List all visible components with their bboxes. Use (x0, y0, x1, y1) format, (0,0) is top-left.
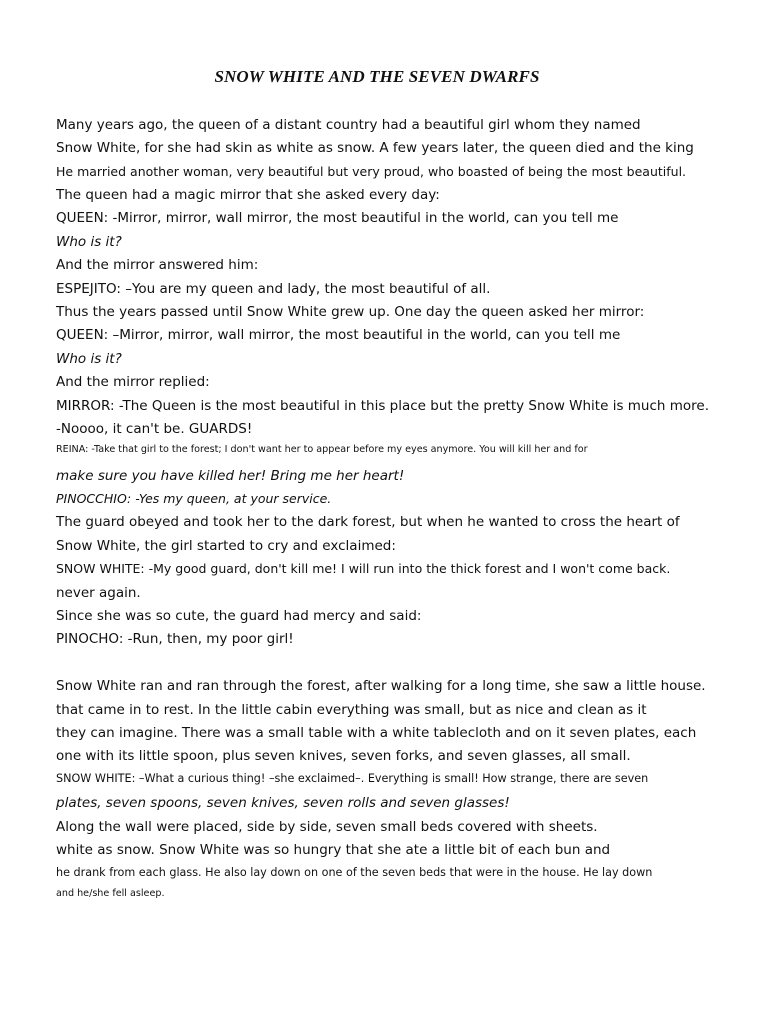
text-line: The queen had a magic mirror that she asked every day: (56, 187, 440, 203)
text-line: QUEEN: –Mirror, mirror, wall mirror, the most beautiful in the world, can you tell me (56, 327, 621, 343)
text-line: He married another woman, very beautiful but very proud, who boasted of being the most beautiful. (56, 164, 687, 179)
text-line: PINOCHO: -Run, then, my poor girl! (56, 631, 294, 647)
text-line: QUEEN: -Mirror, mirror, wall mirror, the most beautiful in the world, can you tell me (56, 210, 619, 226)
text-line: white as snow. Snow White was so hungry that she ate a little bit of each bun and (56, 842, 611, 858)
text-line: Who is it? (56, 351, 122, 367)
text-line: make sure you have killed her! Bring me her heart! (56, 468, 405, 484)
text-line: And the mirror answered him: (56, 257, 259, 273)
text-line: he drank from each glass. He also lay down on one of the seven beds that were in the house. He lay down (56, 866, 653, 879)
text-line: one with its little spoon, plus seven knives, seven forks, and seven glasses, all small. (56, 748, 631, 764)
text-line: REINA: -Take that girl to the forest; I don't want her to appear before my eyes anymore. You will kill her and for (56, 444, 588, 455)
text-line: they can imagine. There was a small table with a white tablecloth and on it seven plates, each (56, 725, 697, 741)
text-line: Along the wall were placed, side by side, seven small beds covered with sheets. (56, 819, 598, 835)
text-line: The guard obeyed and took her to the dark forest, but when he wanted to cross the heart of (56, 514, 680, 530)
text-line: PINOCCHIO: -Yes my queen, at your service. (56, 491, 332, 506)
text-line: never again. (56, 585, 141, 601)
text-line: Since she was so cute, the guard had mercy and said: (56, 608, 422, 624)
text-line: And the mirror replied: (56, 374, 210, 390)
text-line: Who is it? (56, 234, 122, 250)
text-line: that came in to rest. In the little cabin everything was small, but as nice and clean as it (56, 702, 647, 718)
text-line: SNOW WHITE: –What a curious thing! –she exclaimed–. Everything is small! How strange, there are seven (56, 772, 649, 785)
text-line: and he/she fell asleep. (56, 888, 165, 899)
document-title: SNOW WHITE AND THE SEVEN DWARFS (214, 67, 540, 87)
text-line: Thus the years passed until Snow White grew up. One day the queen asked her mirror: (56, 304, 645, 320)
text-line: plates, seven spoons, seven knives, seven rolls and seven glasses! (56, 795, 510, 811)
text-line: Snow White, the girl started to cry and exclaimed: (56, 538, 396, 554)
text-line: -Noooo, it can't be. GUARDS! (56, 421, 253, 437)
text-line: ESPEJITO: –You are my queen and lady, the most beautiful of all. (56, 281, 491, 297)
text-line: Snow White ran and ran through the forest, after walking for a long time, she saw a little house. (56, 678, 706, 694)
text-line: Many years ago, the queen of a distant country had a beautiful girl whom they named (56, 117, 641, 133)
text-line: MIRROR: -The Queen is the most beautiful in this place but the pretty Snow White is much more. (56, 398, 710, 414)
text-line: Snow White, for she had skin as white as snow. A few years later, the queen died and the king (56, 140, 694, 156)
text-line: SNOW WHITE: -My good guard, don't kill me! I will run into the thick forest and I won't come back. (56, 561, 671, 576)
